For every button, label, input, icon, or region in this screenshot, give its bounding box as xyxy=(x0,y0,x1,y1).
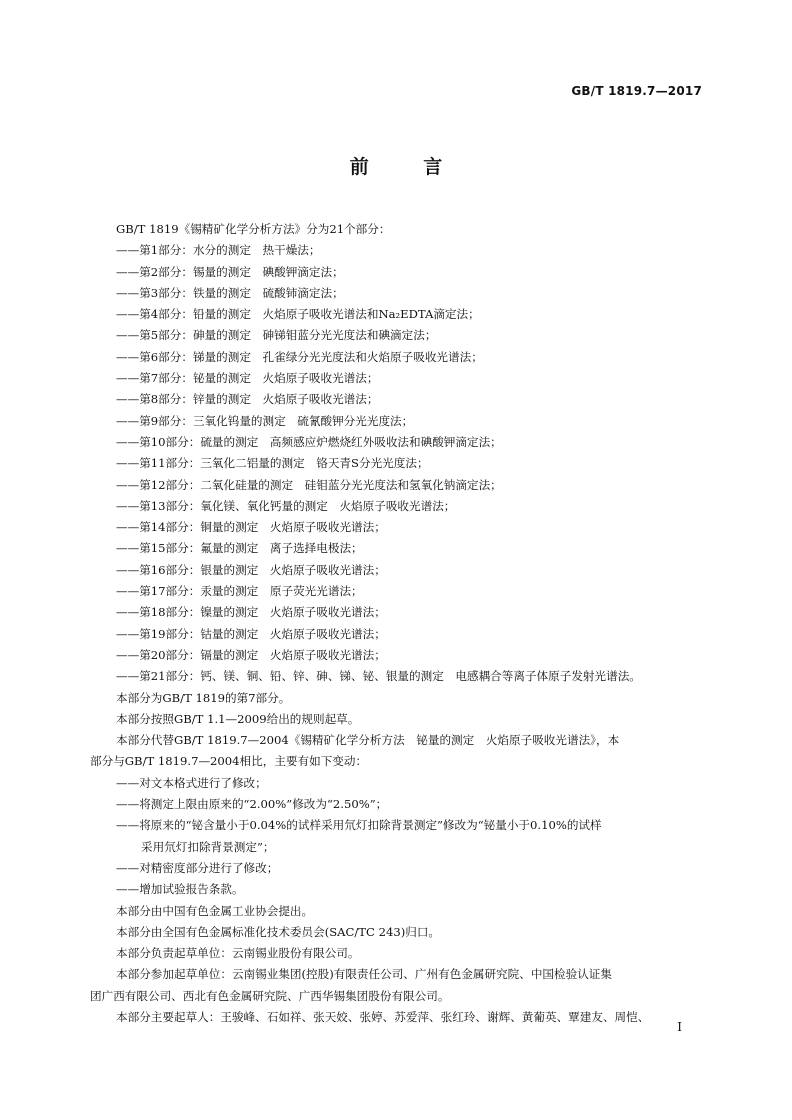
text-line: ——第21部分：钙、镁、铜、铅、锌、砷、锑、铋、银量的测定 电感耦合等离子体原子发射光谱法。 xyxy=(116,669,641,684)
text-line: 本部分代替GB/T 1819.7—2004《锡精矿化学分析方法 铋量的测定 火焰原子吸收光谱法》，本 xyxy=(116,733,620,748)
text-line: ——第10部分：硫量的测定 高频感应炉燃烧红外吸收法和碘酸钾滴定法； xyxy=(116,434,502,449)
text-line: ——第16部分：银量的测定 火焰原子吸收光谱法； xyxy=(116,562,386,577)
page-title: 前 言 xyxy=(349,156,467,178)
text-line: ——将原来的“铋含量小于0.04%的试样采用氘灯扣除背景测定”修改为“铋量小于0.10%的试样 xyxy=(116,818,602,833)
text-line: ——第12部分：二氧化硅量的测定 硅钼蓝分光光度法和氢氧化钠滴定法； xyxy=(116,477,502,492)
text-line: 本部分按照GB/T 1.1—2009给出的规则起草。 xyxy=(116,711,360,726)
text-line: ——增加试验报告条款。 xyxy=(116,882,244,897)
text-line: 本部分由全国有色金属标准化技术委员会(SAC/TC 243)归口。 xyxy=(116,924,441,939)
text-line: ——第3部分：铁量的测定 硫酸铈滴定法； xyxy=(116,285,344,300)
text-line: ——第4部分：铅量的测定 火焰原子吸收光谱法和Na₂EDTA滴定法； xyxy=(116,307,480,322)
text-line: ——第19部分：钴量的测定 火焰原子吸收光谱法； xyxy=(116,626,386,641)
text-line: ——第14部分：铜量的测定 火焰原子吸收光谱法； xyxy=(116,520,386,535)
text-line: 本部分参加起草单位：云南锡业集团(控股)有限责任公司、广州有色金属研究院、中国检验认证集 xyxy=(116,967,612,982)
text-line: 本部分负责起草单位：云南锡业股份有限公司。 xyxy=(116,946,360,961)
page-number: I xyxy=(677,1020,682,1034)
text-line: ——第5部分：砷量的测定 砷锑钼蓝分光光度法和碘滴定法； xyxy=(116,328,437,343)
text-line: 采用氘灯扣除背景测定”； xyxy=(141,839,275,854)
text-line: 本部分由中国有色金属工业协会提出。 xyxy=(116,903,314,918)
text-line: 部分与GB/T 1819.7—2004相比，主要有如下变动： xyxy=(90,754,368,769)
text-line: ——第18部分：镍量的测定 火焰原子吸收光谱法； xyxy=(116,605,386,620)
text-line: ——第8部分：锌量的测定 火焰原子吸收光谱法； xyxy=(116,392,379,407)
text-line: GB/T 1819《锡精矿化学分析方法》分为21个部分： xyxy=(116,222,391,236)
text-line: ——第7部分：铋量的测定 火焰原子吸收光谱法； xyxy=(116,371,379,386)
text-line: ——第2部分：锡量的测定 碘酸钾滴定法； xyxy=(116,264,344,279)
text-line: ——第9部分：三氧化钨量的测定 硫氰酸钾分光光度法； xyxy=(116,413,414,428)
foreword-body xyxy=(90,219,702,1028)
text-line: ——对文本格式进行了修改； xyxy=(116,775,267,790)
text-line: ——第1部分：水分的测定 热干燥法； xyxy=(116,243,321,258)
text-line: ——第17部分：汞量的测定 原子荧光光谱法； xyxy=(116,584,363,599)
text-line: 本部分为GB/T 1819的第7部分。 xyxy=(116,690,291,705)
text-line: ——第20部分：镉量的测定 火焰原子吸收光谱法； xyxy=(116,647,386,662)
text-line: 本部分主要起草人：王骏峰、石如祥、张天姣、张婷、苏爱萍、张红玲、谢辉、黄葡英、覃建友、周恺、 xyxy=(116,1009,650,1024)
text-line: 团广西有限公司、西北有色金属研究院、广西华锡集团股份有限公司。 xyxy=(90,988,450,1003)
text-line: ——对精密度部分进行了修改； xyxy=(116,860,279,875)
text-line: ——第11部分：三氧化二铝量的测定 铬天青S分光光度法； xyxy=(116,456,429,471)
standard-number: GB/T 1819.7—2017 xyxy=(571,84,702,98)
text-line: ——第15部分：氟量的测定 离子选择电极法； xyxy=(116,541,363,556)
text-line: ——将测定上限由原来的“2.00%”修改为“2.50%”； xyxy=(116,797,388,812)
text-line: ——第13部分：氧化镁、氧化钙量的测定 火焰原子吸收光谱法； xyxy=(116,498,456,513)
text-line: ——第6部分：锑量的测定 孔雀绿分光光度法和火焰原子吸收光谱法； xyxy=(116,349,483,364)
